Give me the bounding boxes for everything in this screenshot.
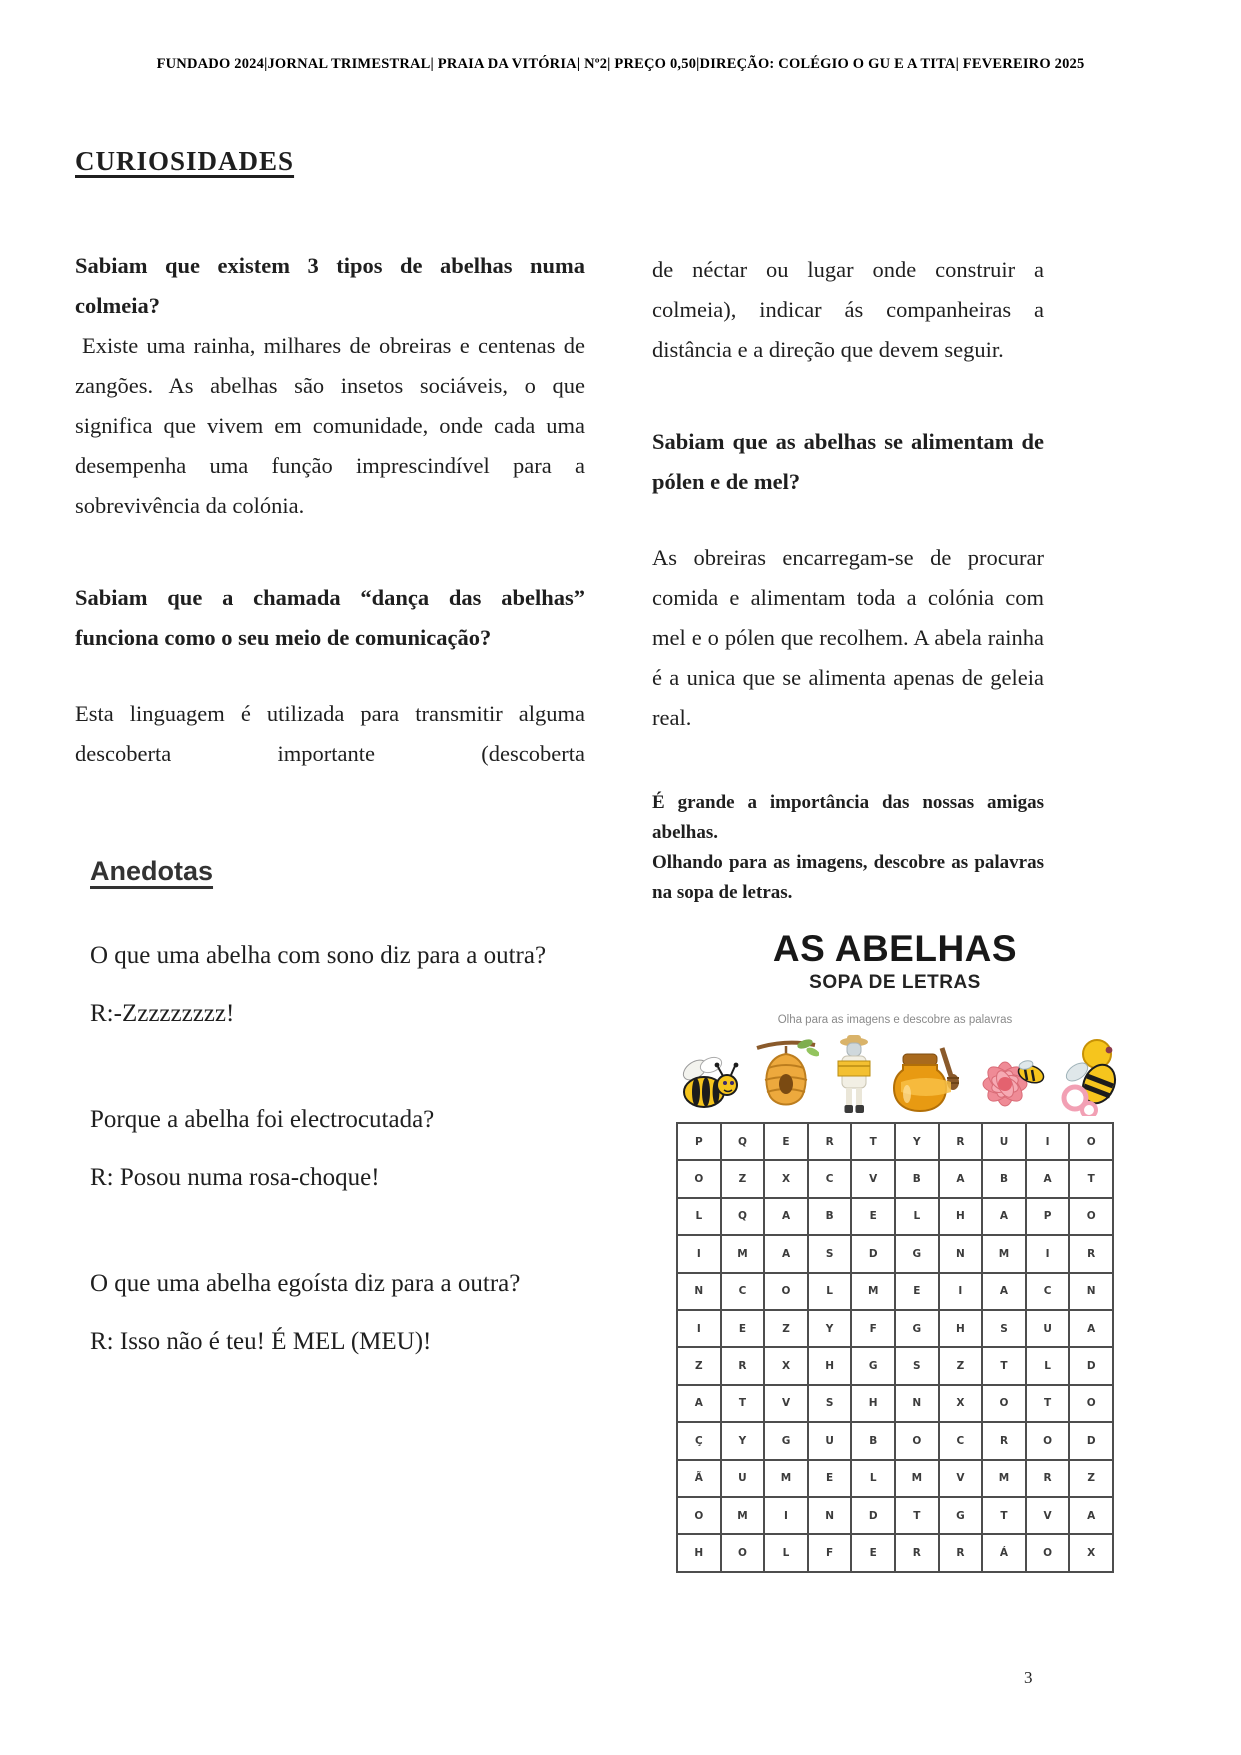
grid-cell: X [764, 1347, 808, 1384]
grid-cell: S [895, 1347, 939, 1384]
grid-cell: Ç [677, 1422, 721, 1459]
grid-cell: M [764, 1460, 808, 1497]
grid-cell: R [895, 1534, 939, 1571]
page-title: CURIOSIDADES [75, 146, 295, 176]
grid-cell: E [851, 1198, 895, 1235]
grid-cell: G [851, 1347, 895, 1384]
grid-cell: V [1026, 1497, 1070, 1534]
grid-cell: D [851, 1235, 895, 1272]
grid-cell: N [1069, 1273, 1113, 1310]
grid-cell: T [851, 1123, 895, 1160]
grid-cell: F [808, 1534, 852, 1571]
grid-cell: R [721, 1347, 765, 1384]
grid-cell: A [764, 1235, 808, 1272]
grid-cell: T [895, 1497, 939, 1534]
grid-cell: Z [764, 1310, 808, 1347]
grid-cell: G [939, 1497, 983, 1534]
grid-cell: A [677, 1385, 721, 1422]
grid-cell: P [1026, 1198, 1070, 1235]
grid-cell: H [939, 1310, 983, 1347]
grid-cell: C [1026, 1273, 1070, 1310]
grid-cell: S [808, 1385, 852, 1422]
anecdotes-title: Anedotas [90, 856, 214, 886]
grid-cell: I [764, 1497, 808, 1534]
grid-cell: R [939, 1534, 983, 1571]
grid-cell: T [721, 1385, 765, 1422]
grid-cell: C [721, 1273, 765, 1310]
grid-cell: M [851, 1273, 895, 1310]
grid-cell: X [764, 1160, 808, 1197]
grid-cell: D [1069, 1422, 1113, 1459]
grid-cell: Z [1069, 1460, 1113, 1497]
curiosity-answer-3: As obreiras encarregam-se de procurar comida e alimentam toda a colónia com mel e o pólen que recolhem. A abela rainha é a unica que se alimenta apenas de geleia real. [652, 545, 1044, 730]
page-number: 3 [1024, 1668, 1033, 1687]
grid-cell: I [1026, 1123, 1070, 1160]
grid-cell: Q [721, 1123, 765, 1160]
grid-cell: H [677, 1534, 721, 1571]
grid-cell: E [721, 1310, 765, 1347]
grid-cell: O [677, 1160, 721, 1197]
grid-cell: A [1069, 1310, 1113, 1347]
grid-cell: G [764, 1422, 808, 1459]
grid-cell: A [1069, 1497, 1113, 1534]
grid-cell: R [1069, 1235, 1113, 1272]
grid-cell: S [982, 1310, 1026, 1347]
grid-cell: R [1026, 1460, 1070, 1497]
grid-cell: M [982, 1235, 1026, 1272]
joke-item [90, 933, 595, 1037]
joke-item [90, 1097, 595, 1201]
beekeeper-image [829, 1032, 879, 1116]
grid-cell: G [895, 1310, 939, 1347]
grid-cell: E [851, 1534, 895, 1571]
joke-question: O que uma abelha egoísta diz para a outra? [90, 1270, 521, 1297]
grid-cell: O [1069, 1123, 1113, 1160]
grid-cell: X [939, 1385, 983, 1422]
grid-cell: U [808, 1422, 852, 1459]
curiosity-answer-2-right: de néctar ou lugar onde construir a colmeia), indicar ás companheiras a distância e a direção que devem seguir. [652, 257, 1044, 362]
masthead: FUNDADO 2024|JORNAL TRIMESTRAL| PRAIA DA VITÓRIA| Nº2| PREÇO 0,50|DIREÇÃO: COLÉGIO O GU E A TITA| FEVEREIRO 2025 [156, 56, 1085, 72]
grid-cell: T [1026, 1385, 1070, 1422]
grid-cell: A [982, 1273, 1026, 1310]
grid-cell: Ã [677, 1460, 721, 1497]
grid-cell: M [721, 1497, 765, 1534]
grid-cell: N [677, 1273, 721, 1310]
joke-question: O que uma abelha com sono diz para a outra? [90, 942, 547, 969]
grid-cell: F [851, 1310, 895, 1347]
grid-cell: O [764, 1273, 808, 1310]
grid-cell: L [1026, 1347, 1070, 1384]
grid-cell: U [1026, 1310, 1070, 1347]
grid-cell: L [895, 1198, 939, 1235]
grid-cell: R [982, 1422, 1026, 1459]
honey-jar-image [889, 1042, 963, 1116]
grid-cell: O [895, 1422, 939, 1459]
grid-cell: H [808, 1347, 852, 1384]
grid-cell: O [1026, 1422, 1070, 1459]
grid-cell: T [982, 1497, 1026, 1534]
beehive-image [753, 1036, 819, 1116]
bee-image [671, 1052, 743, 1116]
grid-cell: Y [721, 1422, 765, 1459]
curiosity-question-2: Sabiam que a chamada “dança das abelhas” funciona como o seu meio de comunicação? [75, 585, 585, 650]
puzzle-note-line-2: Olhando para as imagens, descobre as palavras na sopa de letras. [652, 852, 1044, 903]
grid-cell: I [1026, 1235, 1070, 1272]
grid-cell: B [851, 1422, 895, 1459]
grid-cell: P [677, 1123, 721, 1160]
jokes-list [90, 933, 595, 1365]
right-column [652, 250, 1044, 908]
grid-cell: Y [808, 1310, 852, 1347]
grid-cell: L [851, 1460, 895, 1497]
letter-grid [676, 1122, 1114, 1573]
grid-cell: S [808, 1235, 852, 1272]
grid-cell: O [982, 1385, 1026, 1422]
grid-cell: H [939, 1198, 983, 1235]
grid-cell: T [982, 1347, 1026, 1384]
grid-cell: V [939, 1460, 983, 1497]
grid-cell: O [1069, 1385, 1113, 1422]
grid-cell: M [982, 1460, 1026, 1497]
grid-cell: L [808, 1273, 852, 1310]
grid-cell: T [1069, 1160, 1113, 1197]
grid-cell: E [808, 1460, 852, 1497]
grid-cell: O [721, 1534, 765, 1571]
flower-with-bee-image [973, 1044, 1049, 1116]
grid-cell: L [764, 1534, 808, 1571]
curiosity-answer-2-left: Esta linguagem é utilizada para transmitir alguma descoberta importante (descoberta [75, 701, 585, 766]
curiosity-answer-1: Existe uma rainha, milhares de obreiras e centenas de zangões. As abelhas são insetos sociáveis, o que significa que vivem em comunidade, onde cada uma desempenha uma função imprescindível para a sobrevivência da colónia. [75, 333, 585, 518]
puzzle-subtitle: SOPA DE LETRAS [809, 972, 981, 993]
grid-cell: Y [895, 1123, 939, 1160]
grid-cell: U [982, 1123, 1026, 1160]
grid-cell: D [851, 1497, 895, 1534]
grid-cell: B [895, 1160, 939, 1197]
left-column [75, 246, 585, 774]
grid-cell: Á [982, 1534, 1026, 1571]
joke-answer: R: Isso não é teu! É MEL (MEU)! [90, 1328, 432, 1355]
grid-cell: Q [721, 1198, 765, 1235]
grid-cell: R [939, 1123, 983, 1160]
grid-cell: N [895, 1385, 939, 1422]
grid-cell: L [677, 1198, 721, 1235]
grid-cell: I [939, 1273, 983, 1310]
grid-cell: E [764, 1123, 808, 1160]
joke-item [90, 1261, 595, 1365]
grid-cell: Z [939, 1347, 983, 1384]
grid-cell: V [851, 1160, 895, 1197]
grid-cell: V [764, 1385, 808, 1422]
grid-cell: B [808, 1198, 852, 1235]
word-search-puzzle [645, 928, 1145, 1573]
puzzle-note-line-1: É grande a importância das nossas amigas abelhas. [652, 792, 1044, 843]
grid-cell: M [721, 1235, 765, 1272]
grid-cell: E [895, 1273, 939, 1310]
grid-cell: U [721, 1460, 765, 1497]
curiosity-question-1: Sabiam que existem 3 tipos de abelhas numa colmeia? [75, 253, 585, 318]
grid-cell: G [895, 1235, 939, 1272]
grid-cell: C [808, 1160, 852, 1197]
puzzle-title: AS ABELHAS [772, 928, 1018, 969]
puzzle-note [652, 788, 1044, 908]
grid-cell: I [677, 1310, 721, 1347]
grid-cell: B [982, 1160, 1026, 1197]
grid-cell: H [851, 1385, 895, 1422]
grid-cell: M [895, 1460, 939, 1497]
grid-cell: N [939, 1235, 983, 1272]
grid-cell: N [808, 1497, 852, 1534]
joke-answer: R:-Zzzzzzzzz! [90, 1000, 235, 1027]
grid-cell: O [1069, 1198, 1113, 1235]
grid-cell: O [1026, 1534, 1070, 1571]
grid-cell: Z [721, 1160, 765, 1197]
puzzle-instruction: Olha para as imagens e descobre as palavras [777, 1014, 1013, 1026]
grid-cell: A [982, 1198, 1026, 1235]
joke-answer: R: Posou numa rosa-choque! [90, 1164, 380, 1191]
grid-cell: A [764, 1198, 808, 1235]
grid-cell: O [677, 1497, 721, 1534]
grid-cell: I [677, 1235, 721, 1272]
bee-with-flower-image [1059, 1036, 1119, 1116]
anecdotes-section [90, 856, 595, 1365]
grid-cell: C [939, 1422, 983, 1459]
curiosity-question-3: Sabiam que as abelhas se alimentam de pólen e de mel? [652, 429, 1044, 494]
grid-cell: R [808, 1123, 852, 1160]
grid-cell: A [939, 1160, 983, 1197]
grid-cell: D [1069, 1347, 1113, 1384]
puzzle-images-row [645, 1032, 1145, 1116]
grid-cell: A [1026, 1160, 1070, 1197]
grid-cell: Z [677, 1347, 721, 1384]
joke-question: Porque a abelha foi electrocutada? [90, 1106, 435, 1133]
grid-cell: X [1069, 1534, 1113, 1571]
